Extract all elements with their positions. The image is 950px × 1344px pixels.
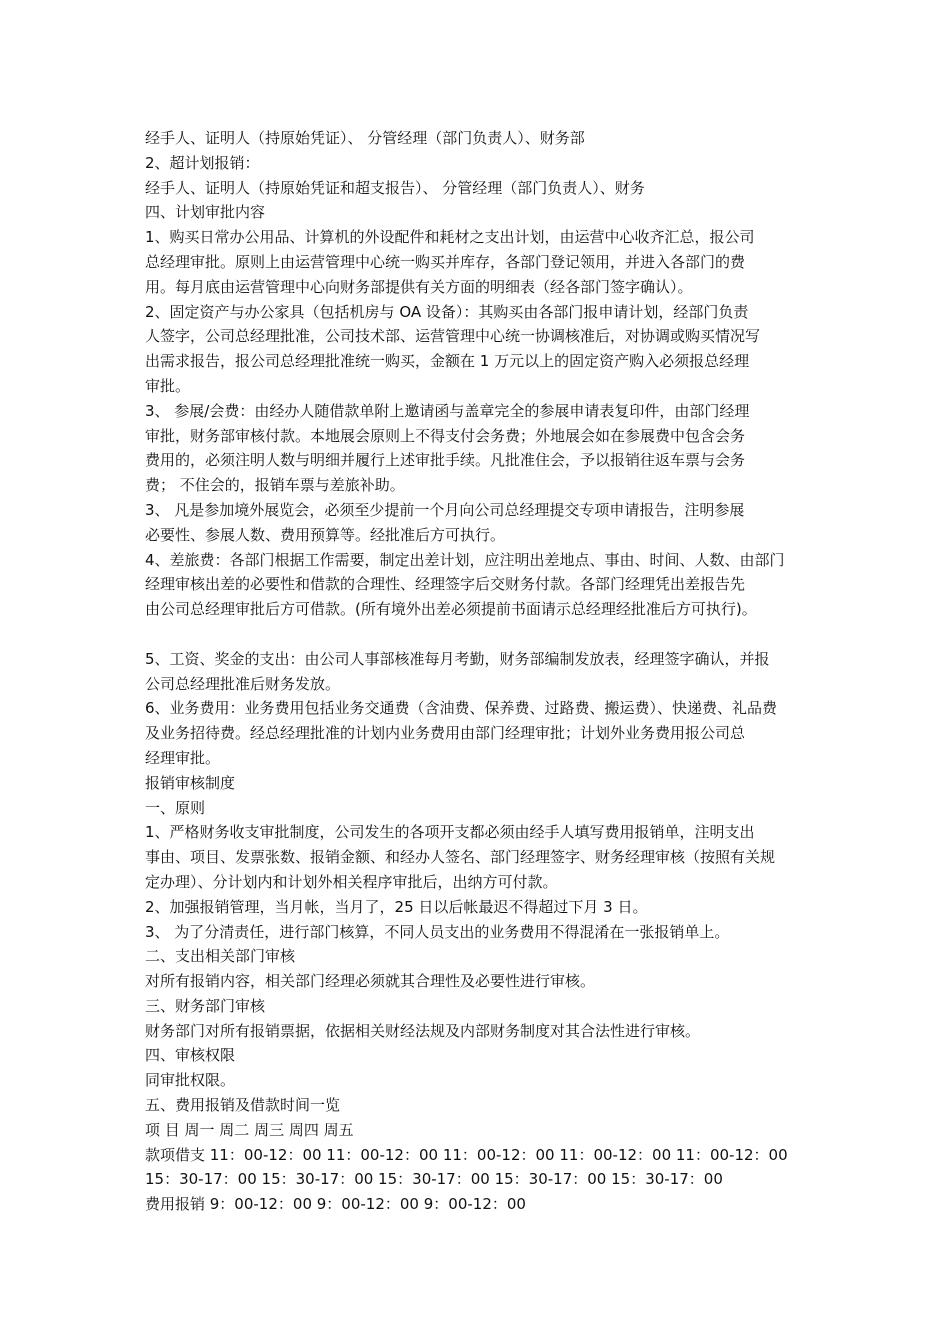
text-line: 15：30-17：00 15：30-17：00 15：30-17：00 15：30-17：00 15：30-17：00 <box>145 1170 723 1189</box>
text-line: 2、加强报销管理，当月帐，当月了，25 日以后帐最迟不得超过下月 3 日。 <box>145 897 648 916</box>
text-line: 6、业务费用：业务费用包括业务交通费（含油费、保养费、过路费、搬运费）、快递费、礼品费 <box>145 699 778 718</box>
text-line: 用。每月底由运营管理中心向财务部提供有关方面的明细表（经各部门签字确认）。 <box>145 277 693 296</box>
text-line: 款项借支 11：00-12：00 11：00-12：00 11：00-12：00 11：00-12：00 11：00-12：00 <box>145 1145 788 1164</box>
text-line: 项 目 周一 周二 周三 周四 周五 <box>145 1120 354 1139</box>
text-line: 五、费用报销及借款时间一览 <box>145 1096 341 1115</box>
text-line: 费用报销 9：00-12：00 9：00-12：00 9：00-12：00 <box>145 1195 526 1214</box>
text-line: 1、严格财务收支审批制度，公司发生的各项开支都必须由经手人填写费用报销单，注明支出 <box>145 823 755 842</box>
text-line: 经手人、证明人（持原始凭证和超支报告）、 分管经理（部门负责人）、财务 <box>145 178 645 197</box>
text-line: 必要性、参展人数、费用预算等。经批准后方可执行。 <box>145 525 506 544</box>
text-line: 三、财务部门审核 <box>145 996 266 1015</box>
text-line: 2、超计划报销： <box>145 153 260 172</box>
text-line: 一、原则 <box>145 798 206 817</box>
text-line: 经手人、证明人（持原始凭证）、 分管经理（部门负责人）、财务部 <box>145 129 585 147</box>
text-line: 2、固定资产与办公家具（包括机房与 OA 设备）：其购买由各部门报申请计划，经部门负责 <box>145 302 749 321</box>
text-line: 出需求报告，报公司总经理批准统一购买，金额在 1 万元以上的固定资产购入必须报总经理 <box>145 352 750 371</box>
text-line: 4、差旅费：各部门根据工作需要，制定出差计划，应注明出差地点、事由、时间、人数、由部门 <box>145 550 785 569</box>
text-line: 1、购买日常办公用品、计算机的外设配件和耗材之支出计划，由运营中心收齐汇总，报公司 <box>145 228 755 247</box>
text-line: 经理审批。 <box>145 748 221 767</box>
text-line: 总经理审批。原则上由运营管理中心统一购买并库存，各部门登记领用，并进入各部门的费 <box>145 252 746 271</box>
text-line: 3、 为了分清责任，进行部门核算，不同人员支出的业务费用不得混淆在一张报销单上。 <box>145 922 730 941</box>
text-line: 经理审核出差的必要性和借款的合理性、经理签字后交财务付款。各部门经理凭出差报告先 <box>145 575 746 594</box>
text-line: 费用的，必须注明人数与明细并履行上述审批手续。凡批准住会，予以报销往返车票与会务 <box>145 451 746 470</box>
blank-line <box>145 622 835 647</box>
text-line: 人签字，公司总经理批准，公司技术部、运营管理中心统一协调核准后，对协调或购买情况写 <box>145 327 761 346</box>
text-line: 及业务招待费。经总经理批准的计划内业务费用由部门经理审批；计划外业务费用报公司总 <box>145 724 746 743</box>
text-line: 财务部门对所有报销票据，依据相关财经法规及内部财务制度对其合法性进行审核。 <box>145 1021 701 1040</box>
text-line: 由公司总经理审批后方可借款。(所有境外出差必须提前书面请示总经理经批准后方可执行)。 <box>145 600 757 619</box>
text-line: 事由、项目、发票张数、报销金额、和经办人签名、部门经理签字、财务经理审核（按照有关规 <box>145 848 776 867</box>
text-line: 审批，财务部审核付款。本地展会原则上不得支付会务费；外地展会如在参展费中包含会务 <box>145 426 746 445</box>
text-line: 二、支出相关部门审核 <box>145 947 296 966</box>
text-line: 定办理）、分计划内和计划外相关程序审批后，出纳方可付款。 <box>145 872 558 891</box>
text-line: 同审批权限。 <box>145 1071 236 1090</box>
text-line: 四、计划审批内容 <box>145 203 266 222</box>
text-line: 对所有报销内容，相关部门经理必须就其合理性及必要性进行审核。 <box>145 972 596 991</box>
text-line: 5、工资、奖金的支出：由公司人事部核准每月考勤，财务部编制发放表，经理签字确认，并报 <box>145 649 770 668</box>
document-body <box>145 126 835 1217</box>
text-line: 四、审核权限 <box>145 1046 236 1065</box>
text-line: 费； 不住会的，报销车票与差旅补助。 <box>145 476 405 495</box>
text-line: 报销审核制度 <box>145 773 236 792</box>
text-line: 3、 参展/会费：由经办人随借款单附上邀请函与盖章完全的参展申请表复印件，由部门经理 <box>145 401 750 420</box>
text-line: 公司总经理批准后财务发放。 <box>145 674 341 693</box>
text-line: 3、 凡是参加境外展览会，必须至少提前一个月向公司总经理提交专项申请报告，注明参展 <box>145 500 745 519</box>
text-line: 审批。 <box>145 376 191 395</box>
